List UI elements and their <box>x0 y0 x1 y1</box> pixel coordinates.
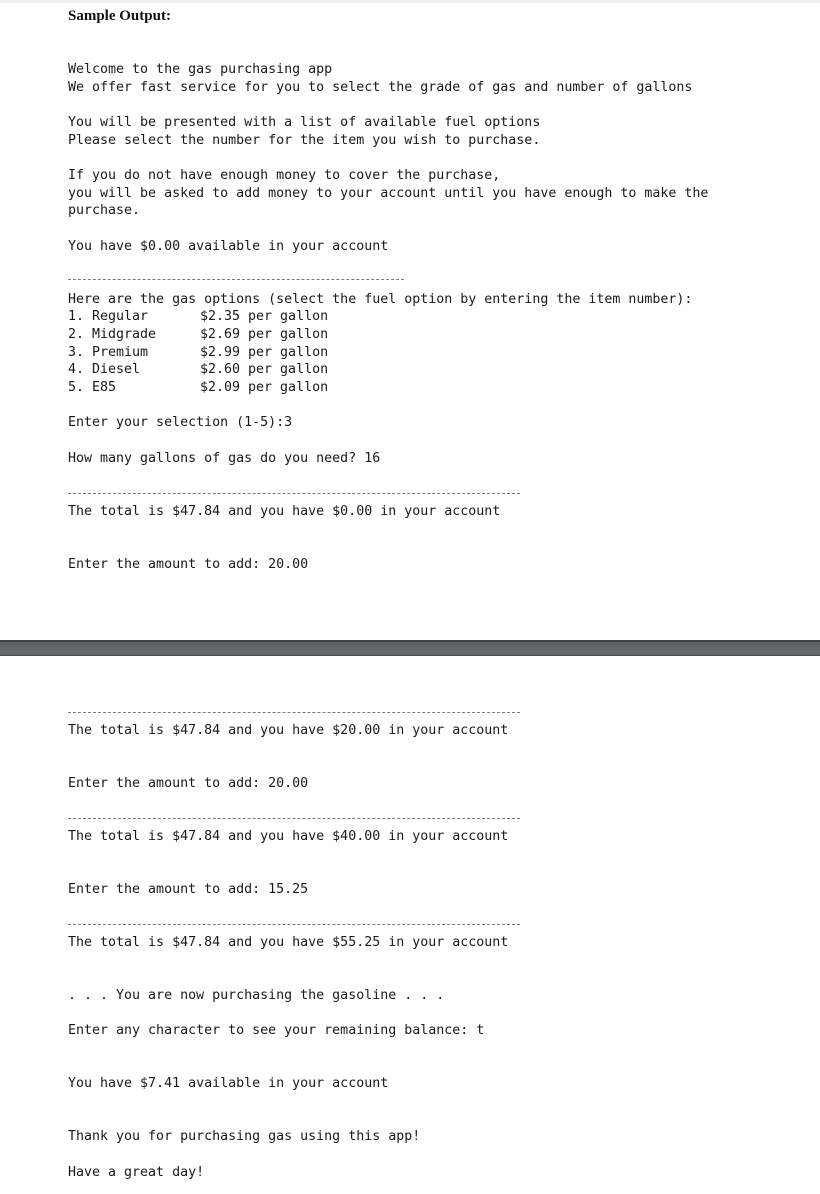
fuel-option-price: $2.69 per gallon <box>200 327 329 342</box>
total-line: The total is $47.84 and you have $0.00 in your account <box>68 504 501 519</box>
fuel-option-price: $2.60 per gallon <box>200 362 329 377</box>
total-line: The total is $47.84 and you have $55.25 in your account <box>68 935 509 950</box>
total-line: The total is $47.84 and you have $40.00 in your account <box>68 829 509 844</box>
separator-line <box>68 279 404 280</box>
add-amount-prompt: Enter the amount to add: 15.25 <box>68 882 309 897</box>
final-balance-line: You have $7.41 available in your account <box>68 1076 389 1091</box>
select-number-line: Please select the number for the item you wish to purchase. <box>68 133 541 148</box>
selection-prompt: Enter your selection (1-5):3 <box>68 415 293 430</box>
fuel-option-name: 2. Midgrade <box>68 327 157 342</box>
thanks-line: Thank you for purchasing gas using this app! <box>68 1129 421 1144</box>
fuel-option-name: 4. Diesel <box>68 362 141 377</box>
purchasing-line: . . . You are now purchasing the gasoline . . . <box>68 988 445 1003</box>
separator-line <box>68 818 520 819</box>
goodbye-line: Have a great day! <box>68 1165 205 1180</box>
initial-balance-line: You have $0.00 available in your account <box>68 239 389 254</box>
separator-line <box>68 493 520 494</box>
welcome-line: Welcome to the gas purchasing app <box>68 62 333 77</box>
not-enough-line-1: If you do not have enough money to cover the purchase, <box>68 168 501 183</box>
fuel-option-price: $2.99 per gallon <box>200 345 329 360</box>
page-divider <box>0 640 820 656</box>
presented-line: You will be presented with a list of available fuel options <box>68 115 541 130</box>
page-heading: Sample Output: <box>68 8 171 24</box>
fuel-option-price: $2.09 per gallon <box>200 380 329 395</box>
fuel-option-name: 3. Premium <box>68 345 149 360</box>
options-header: Here are the gas options (select the fuel option by entering the item number): <box>68 292 693 307</box>
service-line: We offer fast service for you to select the grade of gas and number of gallons <box>68 80 693 95</box>
remaining-balance-prompt: Enter any character to see your remaining balance: t <box>68 1023 485 1038</box>
fuel-option-name: 5. E85 <box>68 380 117 395</box>
top-rule <box>0 0 820 3</box>
not-enough-line-2: you will be asked to add money to your account until you have enough to make the <box>68 186 709 201</box>
total-line: The total is $47.84 and you have $20.00 in your account <box>68 723 509 738</box>
add-amount-prompt: Enter the amount to add: 20.00 <box>68 557 309 572</box>
add-amount-prompt: Enter the amount to add: 20.00 <box>68 776 309 791</box>
gallons-prompt: How many gallons of gas do you need? 16 <box>68 451 381 466</box>
not-enough-line-3: purchase. <box>68 203 141 218</box>
fuel-option-price: $2.35 per gallon <box>200 309 329 324</box>
separator-line <box>68 924 520 925</box>
separator-line <box>68 712 520 713</box>
fuel-option-name: 1. Regular <box>68 309 149 324</box>
